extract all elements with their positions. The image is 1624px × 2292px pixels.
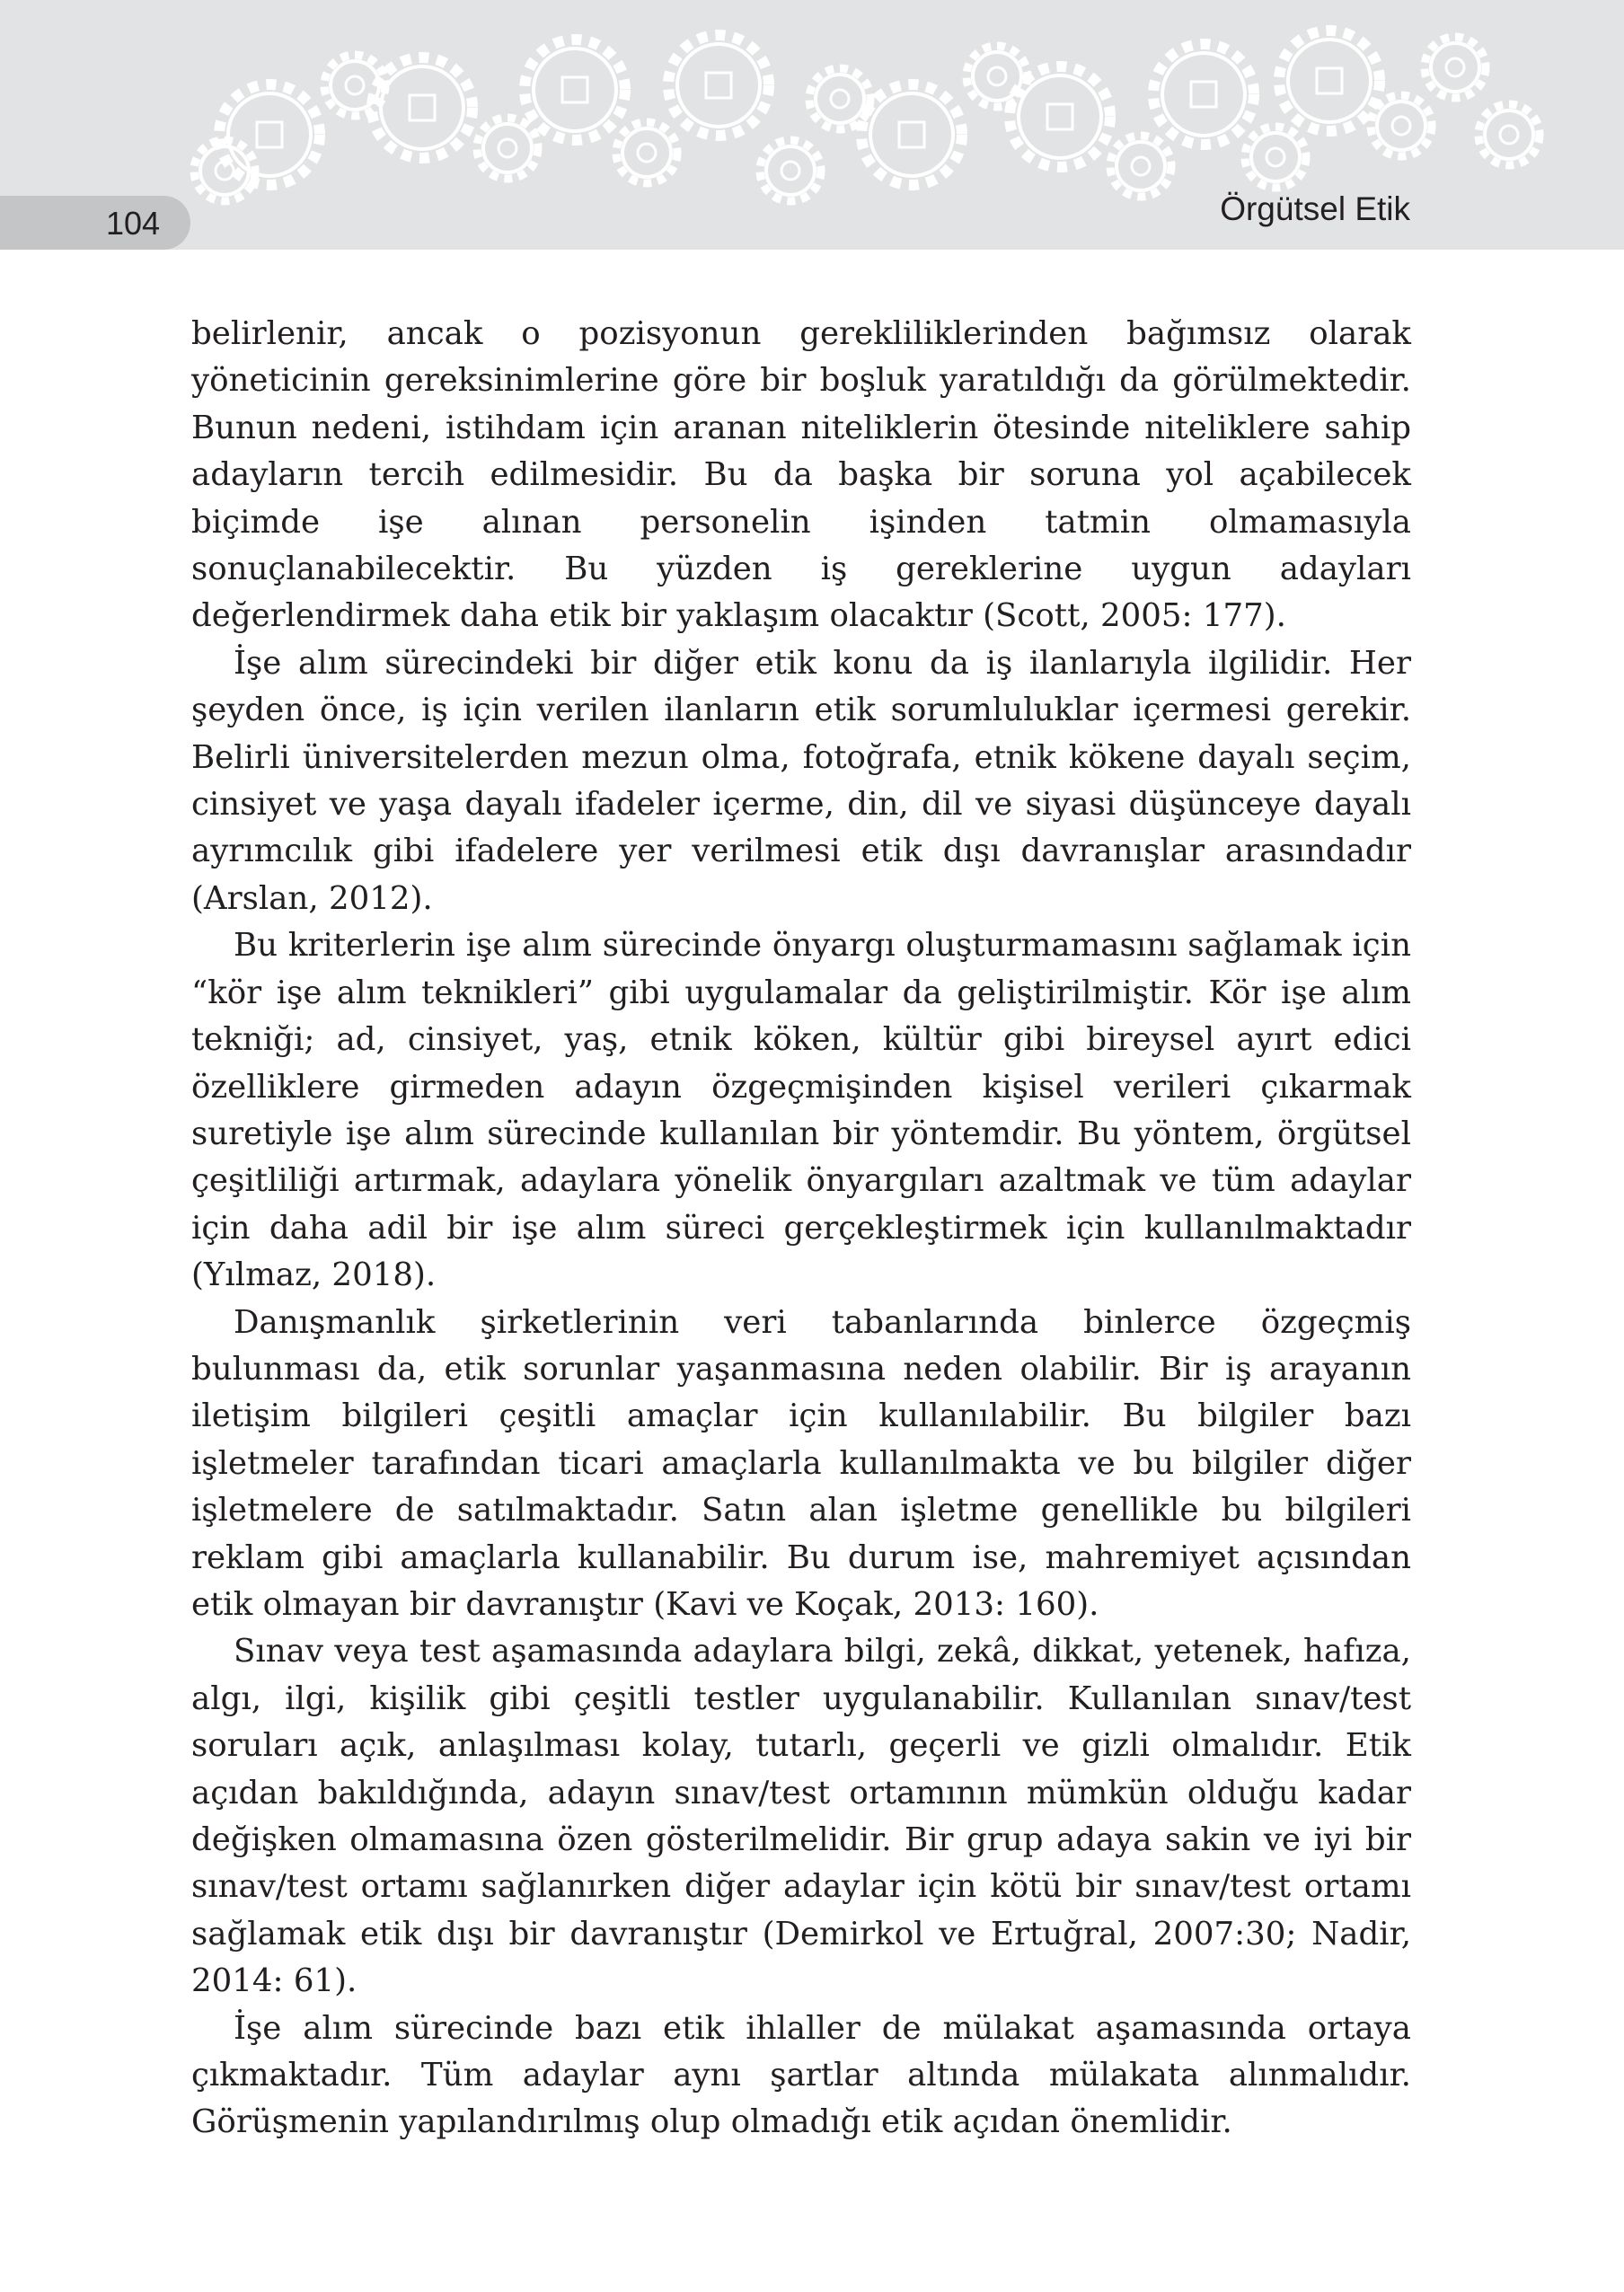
paragraph: Sınav veya test aşamasında adaylara bilgi, zekâ, dikkat, yetenek, hafıza, algı, ilgi, kişilik gibi çeşitli testler uygulanabilir. Kullanılan sınav/test soruları açık, anlaşılması kolay, tutarlı, geçerli ve gizli olmalıdır. Etik açıdan bakıldığında, adayın sınav/test ortamının mümkün olduğu kadar değişken olmamasına özen gösterilmelidir. Bir grup adaya sakin ve iyi bir sınav/test ortamı sağlanırken diğer adaylar için kötü bir sınav/test ortamı sağlamak etik dışı bir davranıştır (Demirkol ve Ertuğral, 2007:30; Nadir, 2014: 61).: [191, 1633, 1411, 2000]
chapter-title: Örgütsel Etik: [1220, 190, 1410, 227]
paragraph: İşe alım sürecinde bazı etik ihlaller de mülakat aşamasında ortaya çıkmaktadır. Tüm adaylar aynı şartlar altında mülakata alınmalıdır. Görüşmenin yapılandırılmış olup olmadığı etik açıdan önemlidir.: [191, 2009, 1411, 2141]
page-number: 104: [106, 205, 161, 242]
paragraph: Danışmanlık şirketlerinin veri tabanlarında binlerce özgeçmiş bulunması da, etik sorunlar yaşanmasına neden olabilir. Bir iş arayanın iletişim bilgileri çeşitli amaçlar için kullanılabilir. Bu bilgiler bazı işletmeler tarafından ticari amaçlarla kullanılmakta ve bu bilgiler diğer işletmelere de satılmaktadır. Satın alan işletme genellikle bu bilgileri reklam gibi amaçlarla kullanabilir. Bu durum ise, mahremiyet açısından etik olmayan bir davranıştır (Kavi ve Koçak, 2013: 160).: [191, 1303, 1411, 1623]
page-number-tab: [0, 196, 190, 250]
body-text: [191, 311, 1411, 2147]
paragraph: Bu kriterlerin işe alım sürecinde önyargı oluşturmamasını sağlamak için “kör işe alım teknikleri” gibi uygulamalar da geliştirilmiştir. Kör işe alım tekniği; ad, cinsiyet, yaş, etnik köken, kültür gibi bireysel ayırt edici özelliklere girmeden adayın özgeçmişinden kişisel verileri çıkarmak suretiyle işe alım sürecinde kullanılan bir yöntemdir. Bu yöntem, örgütsel çeşitliliği artırmak, adaylara yönelik önyargıları azaltmak ve tüm adaylar için daha adil bir işe alım süreci gerçekleştirmek için kullanılmaktadır (Yılmaz, 2018).: [191, 927, 1411, 1294]
page-header-band: [0, 0, 1624, 250]
paragraph: belirlenir, ancak o pozisyonun gerekliliklerinden bağımsız olarak yöneticinin gereksinimlerine göre bir boşluk yaratıldığı da görülmektedir. Bunun nedeni, istihdam için aranan niteliklerin ötesinde niteliklere sahip adayların tercih edilmesidir. Bu da başka bir soruna yol açabilecek biçimde işe alınan personelin işinden tatmin olmamasıyla sonuçlanabilecektir. Bu yüzden iş gereklerine uygun adayları değerlendirmek daha etik bir yaklaşım olacaktır (Scott, 2005: 177).: [191, 315, 1411, 635]
paragraph: İşe alım sürecindeki bir diğer etik konu da iş ilanlarıyla ilgilidir. Her şeyden önce, iş için verilen ilanların etik sorumluluklar içermesi gerekir. Belirli üniversitelerden mezun olma, fotoğrafa, etnik kökene dayalı seçim, cinsiyet ve yaşa dayalı ifadeler içerme, din, dil ve siyasi düşünceye dayalı ayrımcılık gibi ifadelere yer verilmesi etik dışı davranışlar arasındadır (Arslan, 2012).: [191, 644, 1411, 917]
